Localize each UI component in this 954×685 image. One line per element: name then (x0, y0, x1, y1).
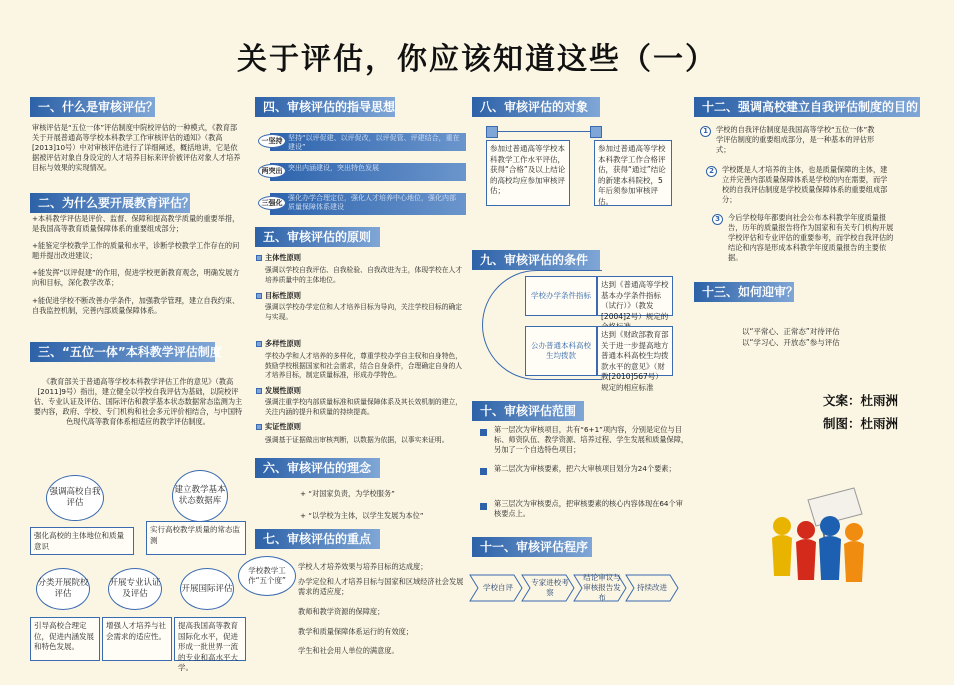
five-in-one-database-circle: 建立教学基本状态数据库 (172, 470, 228, 522)
section-3-header: 三、“五位一体”本科教学评估制度 (30, 342, 215, 362)
five-in-one-self-eval-circle: 强调高校自我评估 (46, 475, 104, 521)
bullet-icon (256, 424, 262, 430)
section-1-header: 一、什么是审核评估？ (30, 97, 155, 117)
guide-bar-2: 突出内涵建设，突出特色发展 (270, 163, 466, 181)
guide-key-3: 三强化 (258, 196, 286, 210)
principle-2-title: 目标性原则 (265, 291, 301, 300)
section-6-header: 六、审核评估的理念 (255, 458, 380, 478)
section-3-body: 《教育部关于普通高等学校本科教学评估工作的意见》（教高[2011]9号）指出，建立健全以学校自我评估为基础，以院校评估、专业认证及评估、国际评估和教学基本状态数据常态监测为主要内容，政府、学校、专门机构和社会多元评价相结合，与中国特色现代高等教育体系相适应的教学评估制度。 (33, 377, 243, 426)
procedure-step-1: 学校自评 (483, 583, 513, 592)
principle-4-text: 强调注重学校内部质量标准和质量保障体系及其长效机制的建立，关注内涵的提升和质量的持续提高。 (265, 398, 463, 416)
procedure-step-4: 持续改进 (637, 583, 667, 592)
people-with-sign-illustration (768, 486, 872, 596)
principle-3-text: 学校办学和人才培养的多样化，尊重学校办学自主权和自身特色，鼓励学校根据国家和社会需求，结合自身条件，合理确定自身的人才培养目标，制定质量标准，形成办学特色。 (265, 352, 463, 380)
section-2-point-2: +能鉴定学校教学工作的质量和水平，诊断学校教学工作存在的问题并提出改进建议； (32, 241, 240, 260)
section-11-header: 十一、审核评估程序 (472, 537, 592, 557)
focus-5: 学生和社会用人单位的满意度。 (298, 646, 399, 655)
condition-1-key: 学校办学条件指标 (525, 276, 597, 316)
guide-bar-3: 强化办学合理定位，强化人才培养中心地位，强化内部质量保障体系建设 (270, 193, 466, 215)
condition-2-key: 公办普通本科高校生均拨款 (525, 326, 597, 376)
section-2-point-4: +能促进学校不断改善办学条件，加强教学管理，建立自我约束、自我监控机制，完善内部质量保障体系。 (32, 296, 240, 315)
five-in-one-institution-box: 引导高校合理定位，促进内涵发展和特色发展。 (30, 617, 100, 661)
concept-1: + “对国家负责，为学校服务” (300, 489, 395, 498)
welcome-attitude-1: 以“平常心、正常态”对待评估 (742, 327, 840, 336)
section-9-header: 九、审核评估的条件 (472, 250, 600, 270)
condition-2-text: 达到《财政部教育部关于进一步提高地方普通本科高校生均拨款水平的意见》（财教[2010]567号）规定的相应标准 (597, 326, 673, 376)
five-in-one-monitoring-box: 实行高校教学质量的常态监测 (146, 521, 246, 555)
principle-1-text: 强调以学校自我评估、自我检验、自我改进为主，体现学校在人才培养质量中的主体地位。 (265, 266, 463, 284)
object-left-box: 参加过普通高等学校本科教学工作水平评估，获得“合格”及以上结论的高校均应参加审核评估； (486, 140, 570, 206)
principle-3-title: 多样性原则 (265, 339, 301, 348)
five-in-one-major-circle: 开展专业认证及评估 (108, 568, 162, 610)
section-12-header: 十二、强调高校建立自我评估制度的目的 (694, 97, 920, 117)
five-in-one-institution-circle: 分类开展院校评估 (36, 568, 90, 610)
procedure-step-2: 专家进校考察 (531, 578, 569, 597)
square-icon (486, 126, 498, 138)
guide-key-2: 两突出 (258, 164, 286, 178)
number-badge-2: 2 (706, 166, 717, 177)
purpose-1: 学校的自我评估制度是我国高等学校“五位一体”教学评估制度的重要组成部分，是一种基本的评估形式； (716, 125, 875, 154)
five-in-one-international-circle: 开展国际评估 (180, 568, 234, 610)
bullet-icon (256, 255, 262, 261)
number-badge-1: 1 (700, 126, 711, 137)
square-icon (590, 126, 602, 138)
welcome-attitude-2: 以“学习心、开放态”参与评估 (742, 338, 840, 347)
guide-key-1: 一坚持 (258, 134, 286, 148)
focus-3: 教师和教学资源的保障度； (298, 607, 385, 616)
five-degrees-oval: 学校教学工作“五个度” (238, 556, 296, 596)
object-right-box: 参加过普通高等学校本科教学工作合格评估，获得“通过”结论的新建本科院校，5年后须参加审核评估。 (594, 140, 672, 206)
purpose-2: 学校既是人才培养的主体，也是质量保障的主体，建立并完善内部质量保障体系是学校的内在需要，而学校的自我评估制度是学校质量保障体系的重要组成部分； (722, 165, 888, 204)
principle-2-text: 强调以学校办学定位和人才培养目标为导向，关注学校目标的确定与实现。 (265, 303, 463, 321)
bullet-icon (256, 341, 262, 347)
scope-level-1: 第一层次为审核项目，共有“6+1”项内容，分别是定位与目标、师资队伍、教学资源、培养过程、学生发展和质量保障，另加了一个自选特色项目； (494, 425, 689, 454)
focus-4: 教学和质量保障体系运行的有效度； (298, 627, 414, 636)
section-2-point-1: +本科教学评估是评价、监督、保障和提高教学质量的重要举措，是我国高等教育质量保障体系的重要组成部分； (32, 214, 240, 233)
scope-level-2: 第二层次为审核要素，把六大审核项目划分为24个要素； (494, 464, 676, 473)
condition-1-text: 达到《普通高等学校基本办学条件指标（试行）》（教发[2004]2号）规定的 (597, 276, 673, 316)
copywriter-credit: 文案：杜雨洲 (823, 393, 899, 408)
object-connector (498, 131, 590, 132)
section-5-header: 五、审核评估的原则 (255, 227, 380, 247)
five-in-one-international-box: 提高我国高等教育国际化水平，促进形成一批世界一流的专业和高水平大学。 (174, 617, 246, 661)
scope-level-3: 第三层次为审核要点，把审核要素的核心内容体现在64个审核要点上。 (494, 499, 683, 518)
section-4-header: 四、审核评估的指导思想 (255, 97, 395, 117)
section-1-body: 审核评估是“五位一体”评估制度中院校评估的一种模式，《教育部关于开展普通高等学校本科教学工作审核评估的通知》（教高[2013]10号）中对审核评估进行了详细阐述，概括地讲，它是依据被评估对象自身设定的人才培养目标来评价被评估对象人才培养目标与效果的实现情况。 (32, 123, 241, 172)
section-10-header: 十、审核评估范围 (472, 401, 584, 421)
section-7-header: 七、审核评估的重点 (255, 529, 380, 549)
principle-5-text: 强调基于证据做出审核判断，以数据为依据，以事实来证明。 (265, 436, 449, 444)
principle-1-title: 主体性原则 (265, 253, 301, 262)
section-2-point-3: +能发挥“以评促建”的作用，促进学校更新教育观念，明确发展方向和目标，深化教学改革； (32, 268, 240, 287)
focus-1: 学校人才培养效果与培养目标的达成度； (298, 562, 428, 571)
bullet-icon (480, 468, 487, 475)
bullet-icon (480, 503, 487, 510)
section-2-header: 二、为什么要开展教育评估？ (30, 193, 190, 213)
concept-2: + “以学校为主体，以学生发展为本位” (300, 511, 424, 520)
principle-4-title: 发展性原则 (265, 386, 301, 395)
focus-2: 办学定位和人才培养目标与国家和区域经济社会发展需求的适应度； (298, 577, 464, 596)
section-13-header: 十三、如何迎审？ (694, 282, 794, 302)
number-badge-3: 3 (712, 214, 723, 225)
procedure-step-3: 结论审议与审核报告发布 (583, 573, 621, 602)
guide-bar-1: 坚持“以评促建、以评促改，以评促管、评建结合，重在建设” (270, 133, 466, 151)
bullet-icon (256, 388, 262, 394)
page-title: 关于评估，你应该知道这些（一） (237, 42, 717, 77)
principle-5-title: 实证性原则 (265, 422, 301, 431)
bullet-icon (256, 293, 262, 299)
designer-credit: 制图：杜雨洲 (823, 416, 899, 431)
five-in-one-subject-box: 强化高校的主体地位和质量意识 (30, 527, 134, 555)
purpose-3: 今后学校每年都要向社会公布本科教学年度质量报告，历年的质量报告将作为国家和有关专门机构开展学校评估和专业评估的重要参考，而学校自我评估的结论和内容是形成本科教学年度质量报告的主要依据。 (728, 213, 894, 262)
bullet-icon (480, 429, 487, 436)
section-8-header: 八、审核评估的对象 (472, 97, 600, 117)
five-in-one-major-box: 增强人才培养与社会需求的适应性。 (102, 617, 172, 661)
